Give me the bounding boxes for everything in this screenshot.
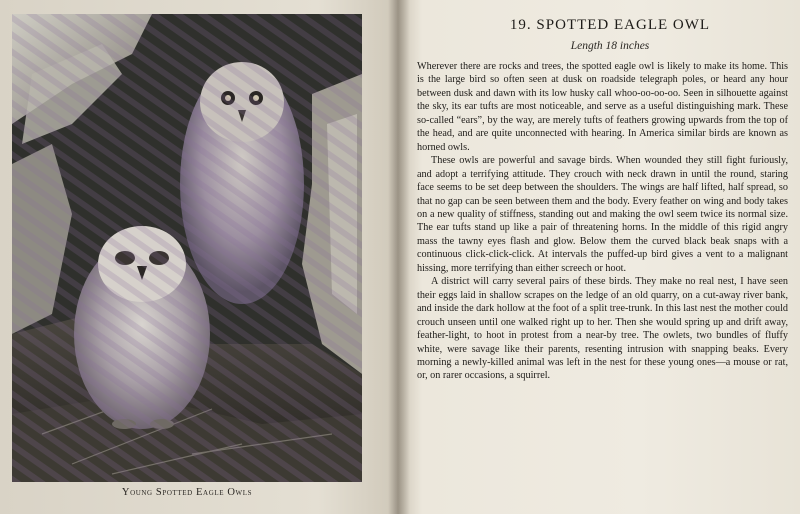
photo-caption: Young Spotted Eagle Owls [121, 487, 253, 498]
book-gutter [388, 0, 410, 514]
page-subtitle: Length 18 inches [570, 40, 650, 52]
page-title: 19. SPOTTED EAGLE OWL [509, 17, 711, 33]
paragraph-2: These owls are powerful and savage birds. When wounded they still fight furiously, and adopt a terrifying attitude. They crouch with neck drawn in until the round, staring face seems to be set deep between the shoulders. The wings are half lifted, half spread, so that no gap can be seen between them and the body. Every feather on wing and body takes on a new quality of stiffness, standing out and making the owl seem twice its normal size. The ear tufts stand up like a pair of threatening horns. In the middle of this rigid angry mass the tawny eyes flash and glow. Below them the curved black beak snaps with a continuous click-click-click. At intervals the puffed-up bird gives a vent to a malignant hissing, more terrifying than either screech or hoot. [417, 155, 788, 274]
left-page [0, 0, 398, 514]
paragraph-1: Wherever there are rocks and trees, the spotted eagle owl is likely to make its home. This is the large bird so often seen at dusk on roadside telegraph poles, or heard any hour between dusk and dawn with its low husky call whoo-oo-oo-oo. Seen in silhouette against the sky, its ear tufts are most noticeable, and serve as a useful distinguishing mark. These so-called “ears”, by the way, are merely tufts of feathers growing upwards from the top of the head, and are quite unconnected with hearing. In America similar birds are known as horned owls. [417, 61, 788, 153]
paragraph-3: A district will carry several pairs of these birds. They make no real nest, I have seen their eggs laid in shallow scrapes on the ledge of an old quarry, on a cut-away river bank, and inside the dark hollow at the foot of a split tree-trunk. In this last nest the mother could crouch unseen until one walked right up to her. Then she would spring up and drift away, feather-light, to hoot in protest from a near-by tree. The owlets, two bundles of fluffy white, were savage like their parents, resenting intrusion with snapping beaks. Every morning a newly-killed animal was left in the nest for these young ones—a mouse or rat, or, on rarer occasions, a squirrel. [417, 276, 788, 382]
owl-photo-illustration [12, 14, 362, 482]
owl-photograph [12, 14, 362, 482]
article-body [417, 60, 788, 383]
